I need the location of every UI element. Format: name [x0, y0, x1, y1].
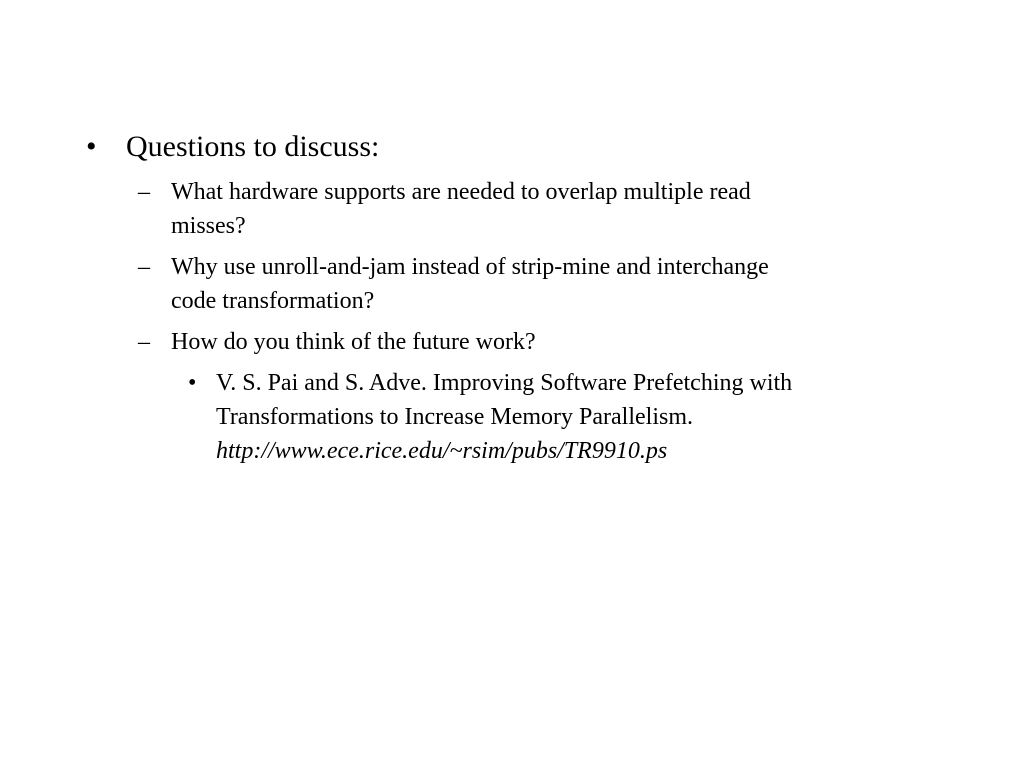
reference-bullet-marker: •: [188, 370, 197, 396]
question-2-line-1: Why use unroll-and-jam instead of strip-mine and interchange: [171, 254, 769, 280]
reference-line-1: V. S. Pai and S. Adve. Improving Software Prefetching with: [216, 370, 793, 396]
main-bullet-text: Questions to discuss:: [126, 130, 380, 163]
question-1-line-2: misses?: [171, 213, 246, 239]
question-3-line-1: How do you think of the future work?: [171, 329, 536, 355]
bullet-marker: •: [86, 130, 97, 163]
question-1-line-1: What hardware supports are needed to overlap multiple read: [171, 179, 751, 205]
dash-marker: –: [138, 329, 150, 355]
question-2-line-2: code transformation?: [171, 288, 375, 314]
dash-marker: –: [138, 254, 150, 280]
reference-line-2: Transformations to Increase Memory Parallelism.: [216, 404, 694, 430]
reference-url: http://www.ece.rice.edu/~rsim/pubs/TR9910.ps: [216, 438, 668, 464]
dash-marker: –: [138, 179, 150, 205]
